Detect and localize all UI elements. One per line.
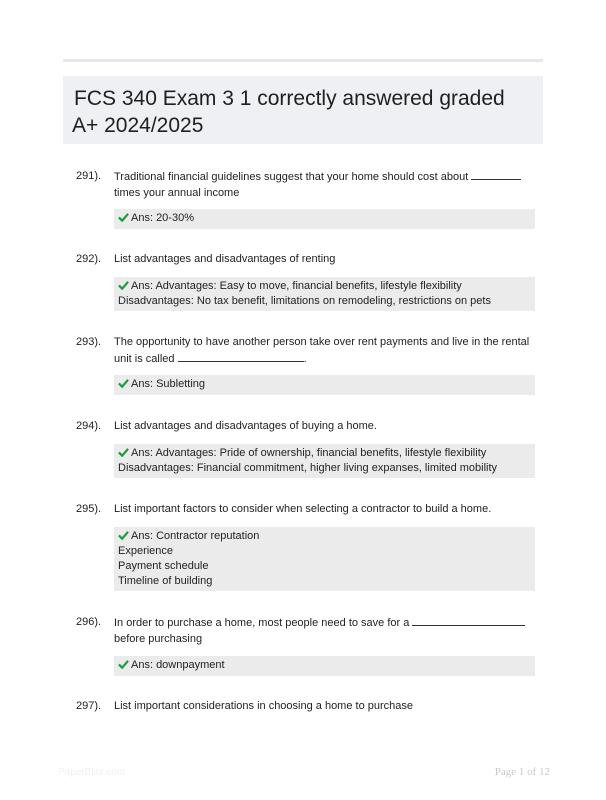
answer-line: Disadvantages: Financial commitment, higher living expanses, limited mobility	[118, 462, 498, 474]
question-number: 293).	[76, 336, 102, 348]
page-indicator: Page 1 of 12	[494, 766, 550, 778]
check-icon	[118, 659, 129, 669]
answer-box	[114, 375, 535, 395]
answer-box	[114, 527, 535, 591]
check-icon	[118, 280, 129, 290]
question-text	[114, 168, 538, 201]
answer-line: Timeline of building	[118, 575, 213, 587]
answer-line	[118, 446, 531, 461]
check-icon	[118, 530, 129, 540]
page-title: FCS 340 Exam 3 1 correctly answered graded A+ 2024/2025	[72, 87, 505, 137]
answer-text: Ans: downpayment	[131, 659, 225, 671]
answer-text: Ans: Advantages: Easy to move, financial benefits, lifestyle flexibility	[131, 280, 462, 292]
answer-line	[118, 377, 531, 392]
answer-box	[114, 209, 535, 229]
title-banner	[63, 76, 543, 144]
question-text: List important considerations in choosing a home to purchase	[114, 700, 414, 712]
question-number: 295).	[76, 503, 102, 515]
question-text: List important factors to consider when selecting a contractor to build a home.	[114, 503, 492, 515]
check-icon	[118, 447, 129, 457]
answer-line	[118, 211, 531, 226]
answer-text: Ans: Advantages: Pride of ownership, financial benefits, lifestyle flexibility	[131, 447, 487, 459]
check-icon	[118, 212, 129, 222]
question-text: List advantages and disadvantages of buying a home.	[114, 420, 377, 432]
question-number: 296).	[76, 616, 102, 628]
answer-box	[114, 277, 535, 311]
footer-watermark: PaperBlitz.com	[58, 767, 126, 778]
answer-line	[118, 529, 531, 544]
question-number: 294).	[76, 420, 102, 432]
answer-text: Ans: 20-30%	[131, 212, 194, 224]
question-text	[114, 614, 538, 647]
question-text-part: Traditional financial guidelines suggest that your home should cost about	[114, 171, 472, 183]
answer-blank	[178, 350, 304, 362]
answer-line: Payment schedule	[118, 560, 209, 572]
question-text-part: .	[303, 353, 307, 365]
answer-line: Experience	[118, 545, 174, 557]
question-text-part: before purchasing	[114, 633, 203, 645]
answer-blank	[412, 614, 525, 626]
top-divider	[63, 59, 543, 62]
question-number: 292).	[76, 253, 102, 265]
answer-text: Ans: Subletting	[131, 378, 205, 390]
question-number: 291).	[76, 170, 102, 182]
question-text-part: times your annual income	[114, 187, 240, 199]
answer-line	[118, 658, 531, 673]
answer-blank	[471, 168, 521, 180]
question-number: 297).	[76, 700, 102, 712]
check-icon	[118, 378, 129, 388]
answer-line	[118, 279, 531, 294]
answer-text: Ans: Contractor reputation	[131, 530, 260, 542]
answer-box	[114, 656, 535, 676]
question-text: List advantages and disadvantages of renting	[114, 253, 336, 265]
answer-box	[114, 444, 535, 478]
question-text-part: The opportunity to have another person take over rent payments and live in the rental unit is called	[114, 336, 530, 365]
question-text	[114, 334, 538, 367]
answer-line: Disadvantages: No tax benefit, limitations on remodeling, restrictions on pets	[118, 295, 491, 307]
question-text-part: In order to purchase a home, most people need to save for a	[114, 617, 413, 629]
